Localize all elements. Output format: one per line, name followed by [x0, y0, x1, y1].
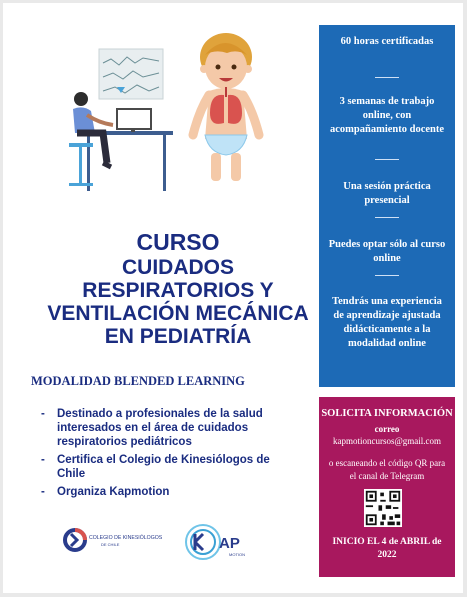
email-link[interactable]: kapmotioncursos@gmail.com [332, 436, 442, 446]
title-curso: CURSO [136, 229, 220, 255]
feature-divider [375, 275, 399, 276]
qr-instructions: o escaneando el código QR para el canal de Telegram [328, 458, 446, 481]
bullet-marker: - [41, 408, 45, 420]
modality-label: MODALIDAD BLENDED LEARNING [31, 374, 245, 388]
bullet-marker: - [41, 454, 45, 466]
feature-divider [375, 77, 399, 78]
contact-heading: SOLICITA INFORMACIÓN [321, 408, 453, 419]
features-panel [319, 25, 455, 387]
title-line-respiratorios: RESPIRATORIOS Y [82, 279, 274, 302]
feature-experience: Tendrás una experiencia de aprendizaje ajustada didácticamente a la modalidad online [332, 296, 442, 349]
bullet-marker: - [41, 486, 45, 498]
kapmotion-logo [181, 520, 253, 564]
contact-panel [319, 397, 455, 577]
list-item [41, 453, 301, 481]
bullet-text: Certifica el Colegio de Kinesiólogos de Chile [57, 454, 270, 480]
start-date: INICIO EL 4 de ABRIL de 2022 [332, 537, 442, 560]
feature-divider [375, 217, 399, 218]
course-flyer [3, 3, 463, 593]
bullet-text: Destinado a profesionales de la salud interesados en el área de cuidados respiratorios pediátricos [57, 408, 263, 448]
feature-hours: 60 horas certificadas [340, 36, 434, 47]
qr-code-icon[interactable] [364, 489, 402, 527]
course-title [33, 228, 323, 348]
bullet-text: Organiza Kapmotion [57, 486, 170, 498]
ck-logo-sub: DE CHILE [101, 542, 120, 547]
feature-weeks: 3 semanas de trabajo online, con acompañamiento docente [329, 96, 445, 135]
title-line-ventilacion: VENTILACIÓN MECÁNICA [47, 302, 309, 325]
ap-logo-sub: MOTION [229, 552, 245, 557]
list-item [41, 485, 301, 499]
email-label: correo [374, 424, 400, 434]
feature-divider [375, 159, 399, 160]
ck-logo-name: COLEGIO DE KINESIÓLOGOS [89, 535, 163, 541]
title-line-pediatria: EN PEDIATRÍA [104, 325, 252, 348]
feature-online: Puedes optar sólo al curso online [328, 239, 446, 264]
title-line-cuidados: CUIDADOS [121, 256, 234, 279]
bullet-list [41, 407, 301, 503]
list-item [41, 407, 301, 449]
person-at-computer-illustration [63, 43, 183, 193]
colegio-kinesiologos-logo [63, 523, 163, 557]
ap-logo-name: AP [219, 535, 240, 552]
child-lungs-illustration [183, 27, 269, 187]
feature-session: Una sesión práctica presencial [343, 181, 431, 206]
